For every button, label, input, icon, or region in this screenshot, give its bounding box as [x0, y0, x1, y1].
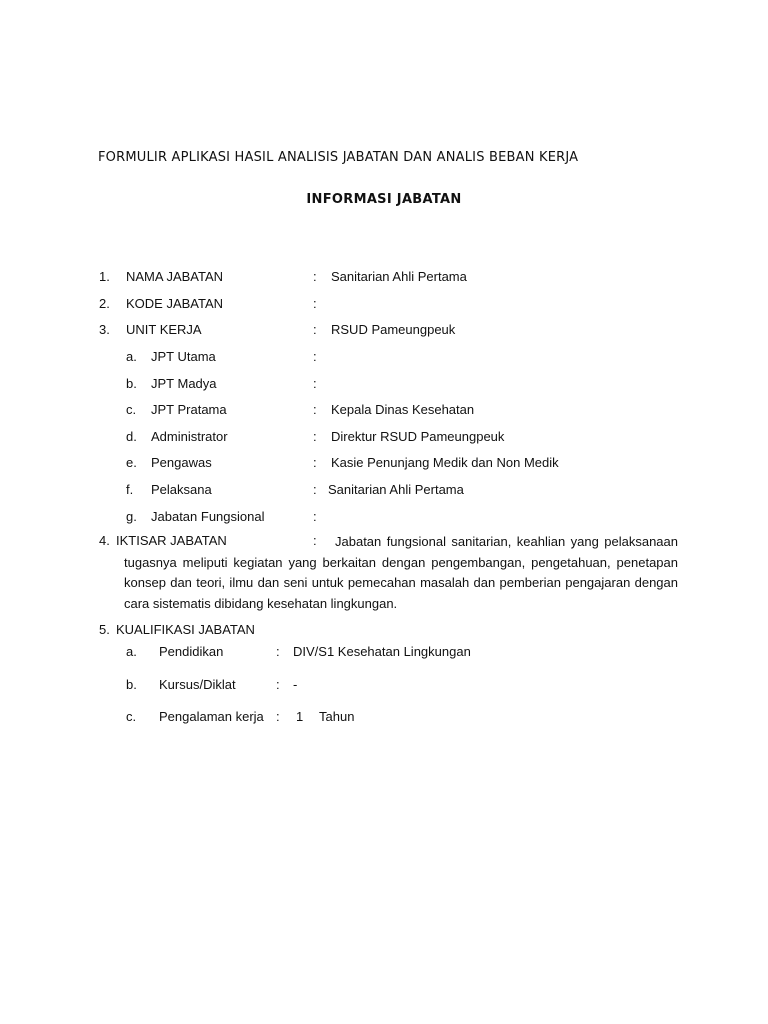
sub-letter: a. — [126, 349, 137, 364]
sub-value: - — [293, 677, 298, 692]
kualifikasi-row-pengalaman — [0, 708, 768, 726]
item-number: 1. — [99, 269, 110, 284]
field-colon: : — [313, 269, 317, 284]
field-colon: : — [276, 709, 280, 724]
sub-row-pengawas — [0, 454, 768, 472]
field-colon: : — [313, 322, 317, 337]
field-colon: : — [313, 533, 317, 548]
field-label: NAMA JABATAN — [126, 269, 224, 284]
field-colon: : — [313, 402, 317, 417]
sub-letter: a. — [126, 644, 137, 659]
sub-row-pelaksana — [0, 481, 768, 499]
field-value: RSUD Pameungpeuk — [331, 322, 456, 337]
sub-label: JPT Pratama — [151, 402, 227, 417]
field-colon: : — [313, 455, 317, 470]
field-label: IKTISAR JABATAN — [116, 533, 227, 548]
sub-letter: b. — [126, 677, 137, 692]
item-number: 3. — [99, 322, 110, 337]
field-colon: : — [313, 509, 317, 524]
sub-letter: g. — [126, 509, 137, 524]
sub-label: JPT Madya — [151, 376, 217, 391]
item-number: 2. — [99, 296, 110, 311]
sub-letter: b. — [126, 376, 137, 391]
field-colon: : — [313, 429, 317, 444]
item-number: 4. — [99, 533, 110, 548]
field-row-kode-jabatan — [0, 295, 768, 313]
field-colon: : — [313, 376, 317, 391]
sub-value-unit: Tahun — [319, 709, 355, 724]
document-title: FORMULIR APLIKASI HASIL ANALISIS JABATAN DAN ANALIS BEBAN KERJA — [98, 150, 579, 165]
field-label: KODE JABATAN — [126, 296, 224, 311]
sub-row-jpt-madya — [0, 375, 768, 393]
sub-letter: f. — [126, 482, 134, 497]
sub-label: Administrator — [151, 429, 228, 444]
sub-value: 1 — [296, 709, 304, 724]
sub-row-administrator — [0, 428, 768, 446]
sub-row-jpt-utama — [0, 348, 768, 366]
sub-value: Kepala Dinas Kesehatan — [331, 402, 475, 417]
sub-row-jpt-pratama — [0, 401, 768, 419]
sub-label: Pelaksana — [151, 482, 212, 497]
sub-letter: d. — [126, 429, 137, 444]
field-colon: : — [276, 644, 280, 659]
sub-letter: c. — [126, 402, 137, 417]
sub-letter: e. — [126, 455, 137, 470]
kualifikasi-row-kursus — [0, 676, 768, 694]
sub-label: Pengalaman kerja — [159, 709, 264, 724]
field-label: KUALIFIKASI JABATAN — [116, 622, 255, 637]
kualifikasi-row-pendidikan — [0, 643, 768, 661]
sub-value: Sanitarian Ahli Pertama — [328, 482, 464, 497]
sub-letter: c. — [126, 709, 137, 724]
field-colon: : — [313, 349, 317, 364]
sub-value: Kasie Penunjang Medik dan Non Medik — [331, 455, 559, 470]
iktisar-paragraph: Jabatan fungsional sanitarian, keahlian yang pelaksanaan tugasnya meliputi kegiatan yang berkaitan dengan pengembangan, pengetahuan, penetapan konsep dan teori, ilmu dan seni untuk pemecahan masalah dan pemberian pengajaran dengan cara sistematis dibidang kesehatan lingkungan. — [124, 534, 678, 611]
field-colon: : — [313, 482, 317, 497]
sub-value: DIV/S1 Kesehatan Lingkungan — [293, 644, 471, 659]
field-row-nama-jabatan — [0, 268, 768, 286]
sub-label: Jabatan Fungsional — [151, 509, 265, 524]
sub-label: Kursus/Diklat — [159, 677, 236, 692]
sub-row-jabatan-fungsional — [0, 508, 768, 526]
sub-label: Pengawas — [151, 455, 212, 470]
section-heading: INFORMASI JABATAN — [306, 192, 462, 207]
sub-value: Direktur RSUD Pameungpeuk — [331, 429, 505, 444]
field-label: UNIT KERJA — [126, 322, 202, 337]
field-colon: : — [313, 296, 317, 311]
field-colon: : — [276, 677, 280, 692]
field-value: Sanitarian Ahli Pertama — [331, 269, 467, 284]
sub-label: JPT Utama — [151, 349, 216, 364]
item-number: 5. — [99, 622, 110, 637]
sub-label: Pendidikan — [159, 644, 224, 659]
field-row-unit-kerja — [0, 321, 768, 339]
